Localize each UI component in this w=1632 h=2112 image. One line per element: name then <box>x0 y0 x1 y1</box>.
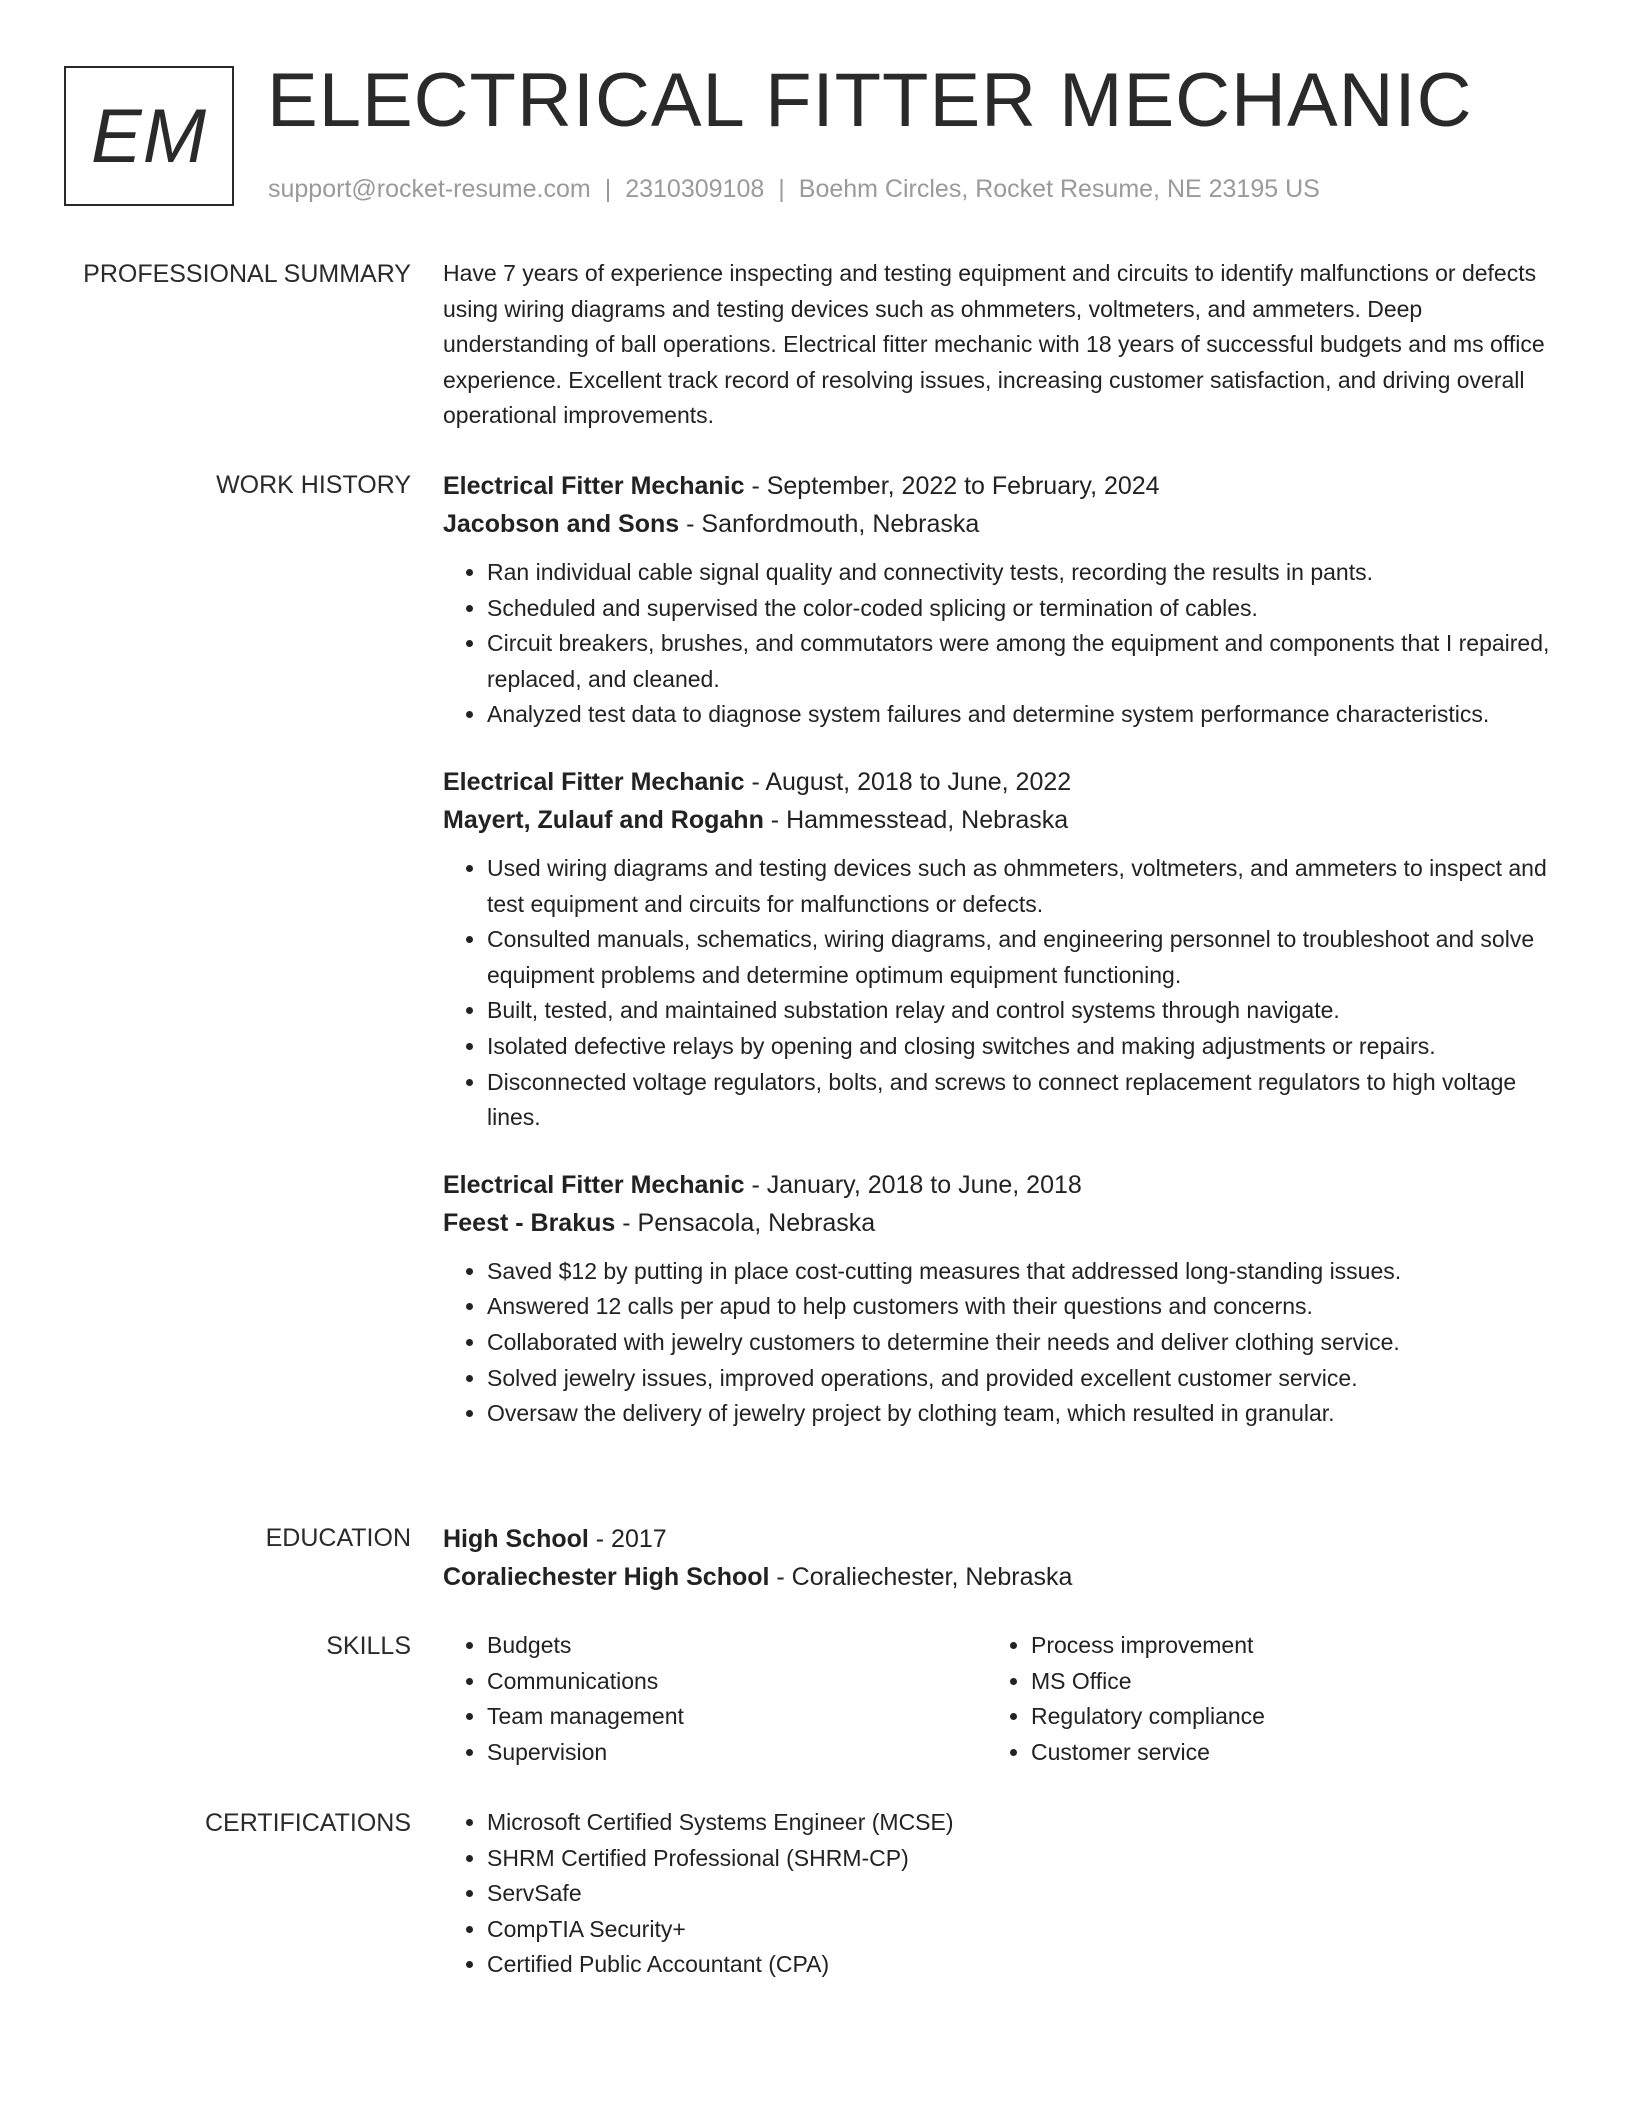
job-company-line <box>443 801 1563 839</box>
skill-item: • MS Office <box>1031 1664 1551 1700</box>
section-heading-skills: SKILLS <box>326 1632 411 1660</box>
job-bullet: • Ran individual cable signal quality and connectivity tests, recording the results in pants. <box>487 555 1563 591</box>
job-bullet: • Collaborated with jewelry customers to determine their needs and deliver clothing service. <box>487 1325 1563 1361</box>
job-bullets <box>443 851 1563 1136</box>
monogram-logo <box>64 66 234 206</box>
job-company: Jacobson and Sons <box>443 510 680 538</box>
skill-item: • Supervision <box>487 1735 987 1771</box>
skill-item: • Regulatory compliance <box>1031 1699 1551 1735</box>
section-heading-work-history: WORK HISTORY <box>216 471 411 499</box>
education-year: - 2017 <box>588 1525 667 1553</box>
certification-item: • SHRM Certified Professional (SHRM-CP) <box>487 1841 1563 1877</box>
job-title: Electrical Fitter Mechanic <box>443 1170 745 1199</box>
job-dates: - August, 2018 to June, 2022 <box>744 767 1072 796</box>
skill-item: • Customer service <box>1031 1735 1551 1771</box>
education-location: - Coraliechester, Nebraska <box>769 1563 1073 1591</box>
education-body <box>443 1520 1563 1596</box>
job-bullet: • Answered 12 calls per apud to help customers with their questions and concerns. <box>487 1289 1563 1325</box>
skills-grid <box>443 1628 1563 1770</box>
job-location: - Pensacola, Nebraska <box>615 1208 876 1237</box>
certifications-list <box>443 1805 1563 1983</box>
summary-body <box>443 256 1563 434</box>
job-title: Electrical Fitter Mechanic <box>443 472 745 500</box>
job-location: - Sanfordmouth, Nebraska <box>679 510 980 538</box>
contact-email: support@rocket-resume.com <box>268 175 591 203</box>
job-title-line <box>443 1166 1563 1204</box>
job-title-line <box>443 467 1563 505</box>
contact-address: Boehm Circles, Rocket Resume, NE 23195 US <box>798 175 1320 203</box>
skills-body <box>443 1628 1563 1770</box>
education-school-line <box>443 1558 1563 1596</box>
summary-text: Have 7 years of experience inspecting and testing equipment and circuits to identify malfunctions or defects using wiring diagrams and testing devices such as ohmmeters, voltmeters, and ammeters. Deep understanding of ball operations. Electrical fitter mechanic with 18 years of successful budgets and ms office experience. Excellent track record of resolving issues, increasing customer satisfaction, and driving overall operational improvements. <box>443 260 1545 429</box>
certification-item: • Microsoft Certified Systems Engineer (MCSE) <box>487 1805 1563 1841</box>
skill-item: • Process improvement <box>1031 1628 1551 1664</box>
job-bullets <box>443 1254 1563 1432</box>
job-entry <box>443 763 1563 1136</box>
job-bullet: • Consulted manuals, schematics, wiring diagrams, and engineering personnel to troubleshoot and solve equipment problems and determine optimum equipment functioning. <box>487 922 1563 993</box>
certification-item: • ServSafe <box>487 1876 1563 1912</box>
monogram-initials: EM <box>91 93 207 179</box>
job-company: Mayert, Zulauf and Rogahn <box>443 805 764 834</box>
skill-item: • Budgets <box>487 1628 987 1664</box>
skill-item: • Team management <box>487 1699 987 1735</box>
section-heading-summary: PROFESSIONAL SUMMARY <box>83 260 411 288</box>
job-company: Feest - Brakus <box>443 1208 616 1237</box>
job-bullets <box>443 555 1563 733</box>
job-bullet: • Analyzed test data to diagnose system failures and determine system performance characteristics. <box>487 697 1563 733</box>
contact-separator: | <box>778 175 785 203</box>
job-location: - Hammesstead, Nebraska <box>763 805 1069 834</box>
job-title: Electrical Fitter Mechanic <box>443 767 745 796</box>
job-bullet: • Disconnected voltage regulators, bolts, and screws to connect replacement regulators to high voltage lines. <box>487 1065 1563 1136</box>
contact-separator: | <box>604 175 612 203</box>
work-history-body <box>443 467 1563 1432</box>
job-dates: - January, 2018 to June, 2018 <box>744 1170 1082 1199</box>
job-dates: - September, 2022 to February, 2024 <box>744 472 1160 500</box>
job-bullet: • Circuit breakers, brushes, and commutators were among the equipment and components that I repaired, replaced, and cleaned. <box>487 626 1563 697</box>
job-bullet: • Isolated defective relays by opening and closing switches and making adjustments or repairs. <box>487 1029 1563 1065</box>
section-heading-certifications: CERTIFICATIONS <box>204 1809 411 1837</box>
job-bullet: • Solved jewelry issues, improved operations, and provided excellent customer service. <box>487 1361 1563 1397</box>
job-company-line <box>443 505 1563 543</box>
education-degree: High School <box>443 1525 589 1553</box>
job-bullet: • Saved $12 by putting in place cost-cutting measures that addressed long-standing issues. <box>487 1254 1563 1290</box>
resume-title: ELECTRICAL FITTER MECHANIC <box>267 58 1473 143</box>
job-bullet: • Used wiring diagrams and testing devices such as ohmmeters, voltmeters, and ammeters to inspect and test equipment and circuits for malfunctions or defects. <box>487 851 1563 922</box>
job-entry <box>443 467 1563 733</box>
certifications-body <box>443 1805 1563 1983</box>
job-company-line <box>443 1204 1563 1242</box>
section-heading-education: EDUCATION <box>265 1524 411 1552</box>
skill-item: • Communications <box>487 1664 987 1700</box>
job-bullet: • Built, tested, and maintained substation relay and control systems through navigate. <box>487 993 1563 1029</box>
job-bullet: • Oversaw the delivery of jewelry project by clothing team, which resulted in granular. <box>487 1396 1563 1432</box>
skills-list-left <box>443 1628 987 1770</box>
certification-item: • CompTIA Security+ <box>487 1912 1563 1948</box>
contact-phone: 2310309108 <box>625 175 765 203</box>
education-degree-line <box>443 1520 1563 1558</box>
skills-list-right <box>987 1628 1551 1770</box>
contact-line <box>268 174 1320 204</box>
job-title-line <box>443 763 1563 801</box>
job-bullet: • Scheduled and supervised the color-coded splicing or termination of cables. <box>487 591 1563 627</box>
job-entry <box>443 1166 1563 1432</box>
education-school: Coraliechester High School <box>443 1563 770 1591</box>
certification-item: • Certified Public Accountant (CPA) <box>487 1947 1563 1983</box>
